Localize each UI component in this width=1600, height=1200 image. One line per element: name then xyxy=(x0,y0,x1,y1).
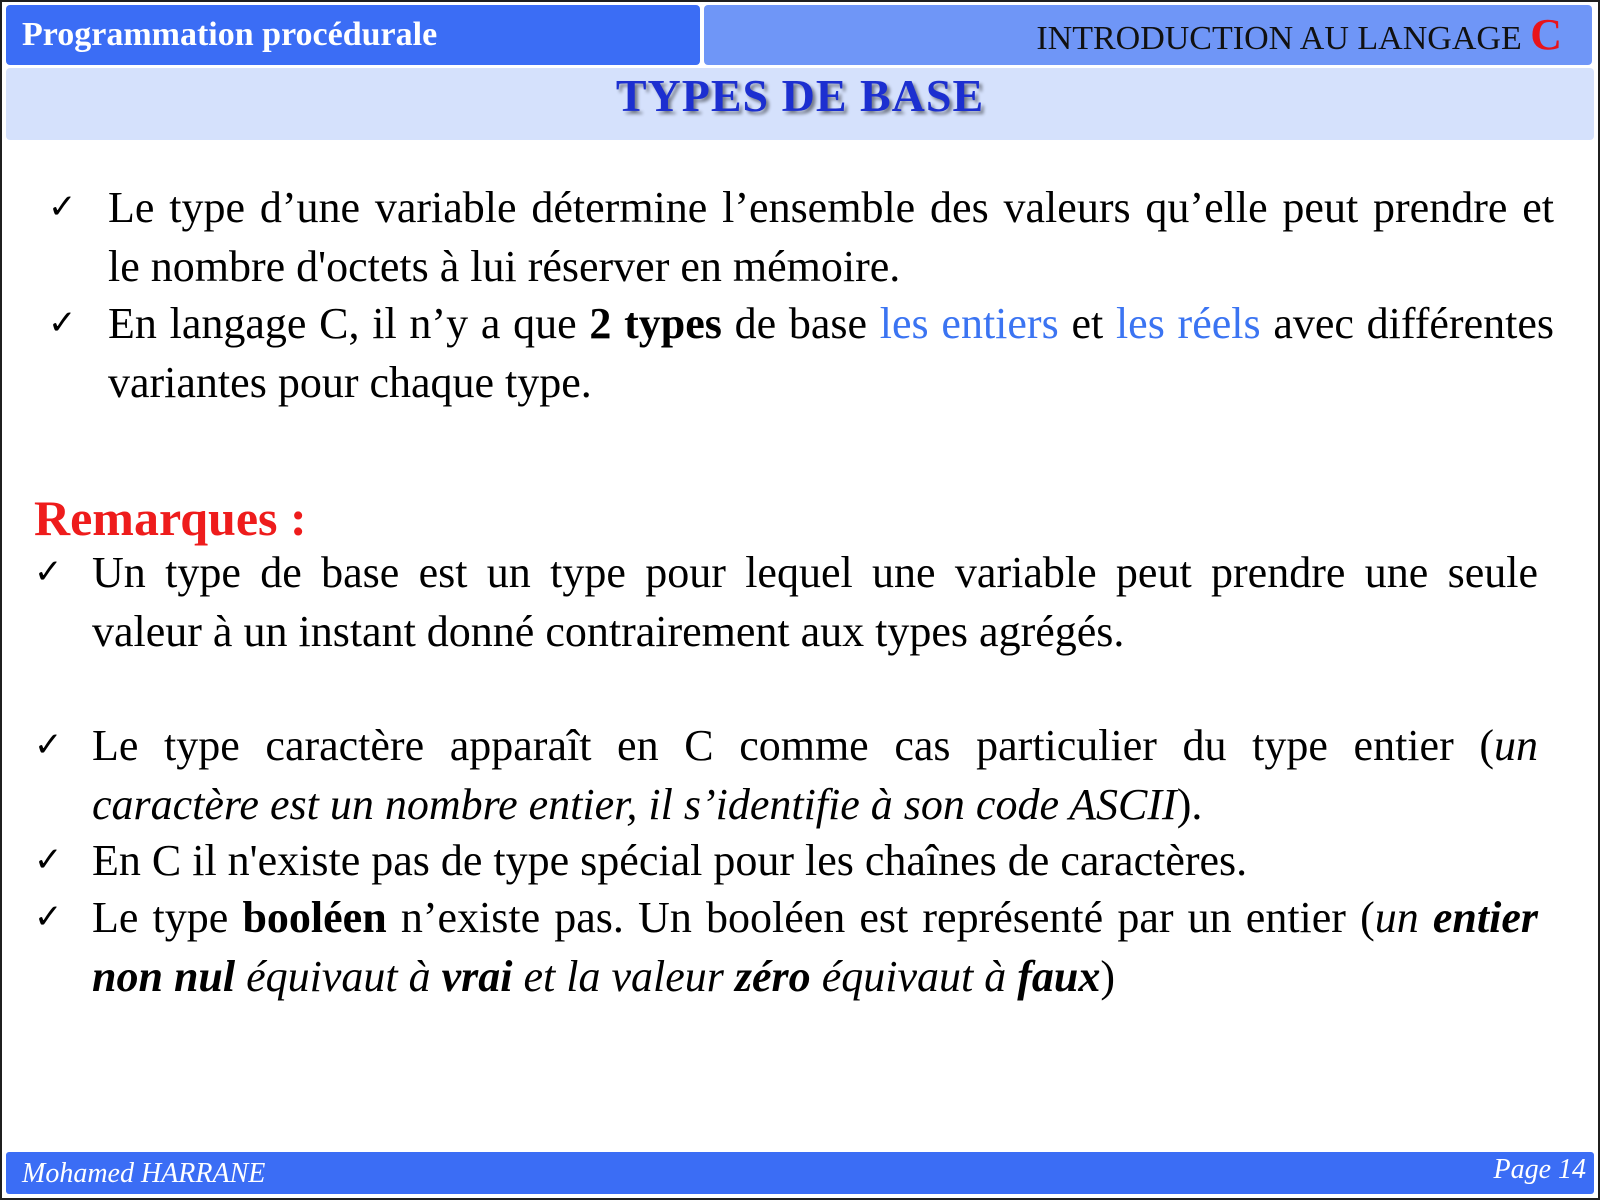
remark-item xyxy=(92,716,1538,834)
check-icon: ✓ xyxy=(34,552,63,592)
bullet-text: Le type d’une variable détermine l’ensemble des valeurs qu’elle peut prendre et le nombre d'octets à lui réserver en mémoire. xyxy=(108,183,1554,291)
remark-item xyxy=(92,831,1538,890)
chapter-title xyxy=(704,5,1592,65)
highlight-integers: les entiers xyxy=(879,299,1059,348)
remark-text: Le type caractère apparaît en C comme cas particulier du type entier ( xyxy=(92,721,1494,770)
remark-bold-italic: faux xyxy=(1017,952,1101,1001)
bullet-bold: 2 types xyxy=(589,299,722,348)
bullet-text: et xyxy=(1058,299,1116,348)
remark-italic: équivaut à xyxy=(235,952,442,1001)
check-icon: ✓ xyxy=(34,897,63,937)
chapter-letter: C xyxy=(1530,10,1562,59)
check-icon: ✓ xyxy=(34,725,63,765)
course-title xyxy=(6,5,700,65)
remark-item xyxy=(92,888,1538,1006)
bullet-item xyxy=(108,178,1554,296)
remark-item xyxy=(92,543,1538,661)
remark-text: En C il n'existe pas de type spécial pour les chaînes de caractères. xyxy=(92,836,1248,885)
remark-text: ). xyxy=(1176,780,1203,829)
remark-text: Le type xyxy=(92,893,243,942)
bullet-text: avec différentes variantes pour chaque type. xyxy=(108,299,1554,407)
remark-italic: équivaut à xyxy=(810,952,1018,1001)
footer xyxy=(6,1152,1594,1194)
bullet-item xyxy=(108,294,1554,412)
remark-text: Un type de base est un type pour lequel une variable peut prendre une seule valeur à un instant donné contrairement aux types agrégés. xyxy=(92,548,1538,656)
remark-text: n’existe pas. Un booléen est représenté par un entier ( xyxy=(386,893,1375,942)
remark-text: ) xyxy=(1100,952,1115,1001)
check-icon: ✓ xyxy=(48,303,77,343)
remark-bold-italic: vrai xyxy=(441,952,513,1001)
chapter-title-text: INTRODUCTION AU LANGAGE xyxy=(1036,20,1531,57)
remark-bold-italic: entier non nul xyxy=(92,893,1539,1001)
remark-italic: un xyxy=(1374,893,1433,942)
bullet-text: de base xyxy=(721,299,880,348)
remark-italic: un caractère est un nombre entier, il s’identifie à son code ASCII xyxy=(92,721,1538,829)
check-icon: ✓ xyxy=(34,840,63,880)
slide-title-bar xyxy=(6,68,1594,140)
remark-bold-italic: zéro xyxy=(734,952,811,1001)
highlight-reals: les réels xyxy=(1115,299,1261,348)
remarks-title: Remarques : xyxy=(34,490,307,546)
check-icon: ✓ xyxy=(48,187,77,227)
bullet-text: En langage C, il n’y a que xyxy=(108,299,590,348)
page-number: Page 14 xyxy=(1493,1154,1586,1185)
remark-bold: booléen xyxy=(242,893,387,942)
slide-title: TYPES DE BASE xyxy=(615,70,985,121)
author-name: Mohamed HARRANE xyxy=(22,1158,266,1189)
remark-italic: et la valeur xyxy=(512,952,735,1001)
course-title-text: Programmation procédurale xyxy=(22,16,438,53)
